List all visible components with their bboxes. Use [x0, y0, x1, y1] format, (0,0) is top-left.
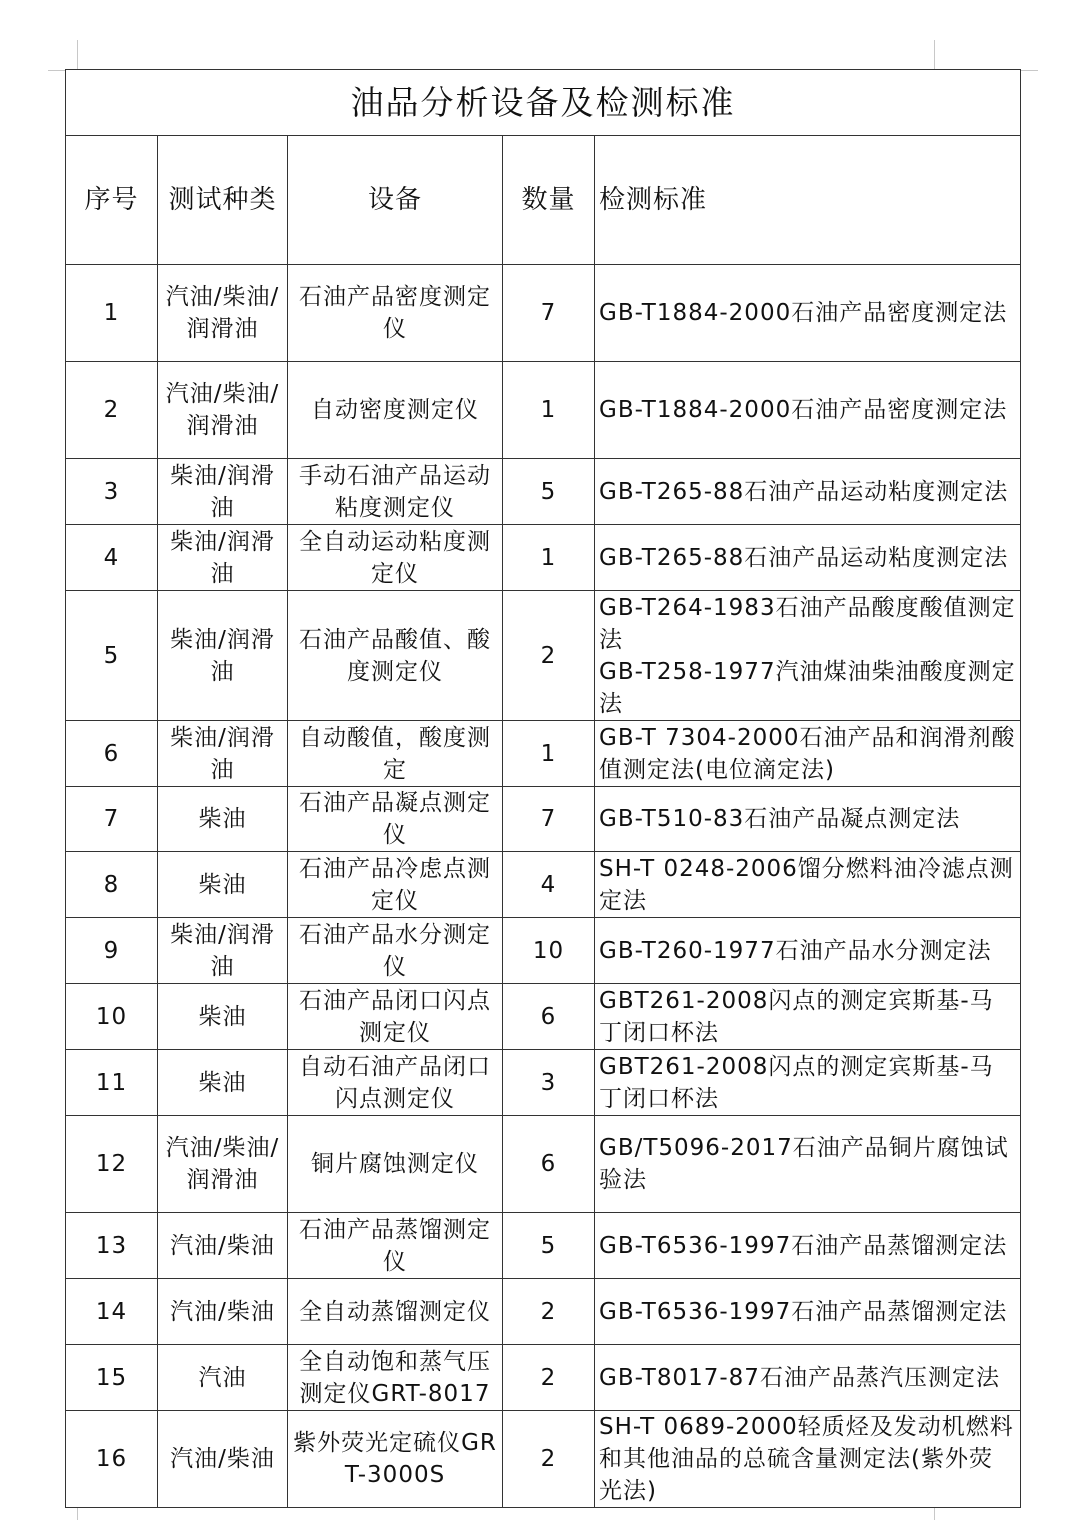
cell-test-standard: GB-T260-1977石油产品水分测定法	[595, 918, 1021, 984]
table-row	[66, 1213, 1021, 1279]
cell-quantity: 5	[503, 1213, 595, 1279]
cell-device: 全自动饱和蒸气压测定仪GRT-8017	[288, 1345, 503, 1411]
cell-test-type: 汽油/柴油/润滑油	[158, 265, 288, 362]
header-quantity: 数量	[503, 136, 595, 265]
table-row	[66, 525, 1021, 591]
page-corner-mark	[1020, 70, 1038, 71]
cell-quantity: 10	[503, 918, 595, 984]
cell-serial-number: 3	[66, 459, 158, 525]
page-corner-mark	[77, 1508, 78, 1520]
cell-device: 石油产品闭口闪点测定仪	[288, 984, 503, 1050]
table-row	[66, 1050, 1021, 1116]
cell-serial-number: 6	[66, 721, 158, 787]
cell-test-standard: GBT261-2008闪点的测定宾斯基-马丁闭口杯法	[595, 1050, 1021, 1116]
header-serial-number: 序号	[66, 136, 158, 265]
table-title: 油品分析设备及检测标准	[66, 70, 1021, 136]
page-corner-mark	[48, 70, 66, 71]
cell-serial-number: 9	[66, 918, 158, 984]
table-row	[66, 265, 1021, 362]
table-body	[66, 265, 1021, 1508]
cell-device: 石油产品凝点测定仪	[288, 787, 503, 852]
cell-serial-number: 13	[66, 1213, 158, 1279]
table-row	[66, 591, 1021, 721]
table-row	[66, 721, 1021, 787]
equipment-standards-table	[65, 69, 1021, 1508]
cell-quantity: 7	[503, 787, 595, 852]
cell-serial-number: 5	[66, 591, 158, 721]
cell-test-standard: GB-T6536-1997石油产品蒸馏测定法	[595, 1279, 1021, 1345]
cell-serial-number: 4	[66, 525, 158, 591]
cell-device: 全自动运动粘度测定仪	[288, 525, 503, 591]
cell-test-type: 柴油	[158, 1050, 288, 1116]
header-test-type: 测试种类	[158, 136, 288, 265]
table-row	[66, 459, 1021, 525]
cell-quantity: 2	[503, 1345, 595, 1411]
cell-test-type: 柴油	[158, 984, 288, 1050]
cell-test-type: 柴油	[158, 787, 288, 852]
table-row	[66, 1345, 1021, 1411]
cell-test-standard: GB-T510-83石油产品凝点测定法	[595, 787, 1021, 852]
cell-test-standard: GB-T265-88石油产品运动粘度测定法	[595, 459, 1021, 525]
table-row	[66, 1411, 1021, 1508]
table-row	[66, 984, 1021, 1050]
cell-serial-number: 11	[66, 1050, 158, 1116]
cell-device: 自动密度测定仪	[288, 362, 503, 459]
cell-test-type: 柴油	[158, 852, 288, 918]
cell-quantity: 5	[503, 459, 595, 525]
cell-test-standard	[595, 591, 1021, 721]
cell-quantity: 1	[503, 362, 595, 459]
cell-test-standard: GB-T 7304-2000石油产品和润滑剂酸值测定法(电位滴定法)	[595, 721, 1021, 787]
cell-serial-number: 14	[66, 1279, 158, 1345]
cell-test-type: 汽油/柴油	[158, 1411, 288, 1508]
header-row	[66, 136, 1021, 265]
cell-test-standard: GB-T8017-87石油产品蒸汽压测定法	[595, 1345, 1021, 1411]
cell-serial-number: 1	[66, 265, 158, 362]
cell-serial-number: 12	[66, 1116, 158, 1213]
cell-quantity: 6	[503, 984, 595, 1050]
table-row	[66, 1279, 1021, 1345]
table-row	[66, 787, 1021, 852]
cell-quantity: 4	[503, 852, 595, 918]
cell-test-type: 柴油/润滑油	[158, 721, 288, 787]
cell-test-type: 柴油/润滑油	[158, 918, 288, 984]
cell-device: 石油产品酸值、酸度测定仪	[288, 591, 503, 721]
page-corner-mark	[77, 40, 78, 70]
standard-line: GB-T264-1983石油产品酸度酸值测定法	[599, 594, 1016, 653]
cell-test-type: 柴油/润滑油	[158, 525, 288, 591]
table-row	[66, 1116, 1021, 1213]
cell-test-standard: SH-T 0248-2006馏分燃料油冷滤点测定法	[595, 852, 1021, 918]
cell-device: 自动石油产品闭口闪点测定仪	[288, 1050, 503, 1116]
cell-serial-number: 8	[66, 852, 158, 918]
cell-test-type: 汽油/柴油/润滑油	[158, 1116, 288, 1213]
cell-test-standard: GB-T265-88石油产品运动粘度测定法	[595, 525, 1021, 591]
cell-test-standard: GB-T1884-2000石油产品密度测定法	[595, 265, 1021, 362]
table-row	[66, 918, 1021, 984]
cell-test-standard: GB/T5096-2017石油产品铜片腐蚀试验法	[595, 1116, 1021, 1213]
cell-test-type: 汽油/柴油	[158, 1213, 288, 1279]
cell-serial-number: 7	[66, 787, 158, 852]
cell-device: 紫外荧光定硫仪GRT-3000S	[288, 1411, 503, 1508]
table-row	[66, 362, 1021, 459]
cell-quantity: 7	[503, 265, 595, 362]
cell-test-type: 汽油	[158, 1345, 288, 1411]
cell-device: 石油产品密度测定仪	[288, 265, 503, 362]
standard-line: GB-T258-1977汽油煤油柴油酸度测定法	[599, 658, 1016, 717]
cell-quantity: 1	[503, 525, 595, 591]
cell-quantity: 2	[503, 1411, 595, 1508]
cell-quantity: 1	[503, 721, 595, 787]
cell-device: 铜片腐蚀测定仪	[288, 1116, 503, 1213]
cell-quantity: 2	[503, 1279, 595, 1345]
cell-device: 自动酸值，酸度测定	[288, 721, 503, 787]
header-test-standard: 检测标准	[595, 136, 1021, 265]
page-corner-mark	[934, 40, 935, 70]
cell-test-standard: SH-T 0689-2000轻质烃及发动机燃料和其他油品的总硫含量测定法(紫外荧光法)	[595, 1411, 1021, 1508]
cell-serial-number: 2	[66, 362, 158, 459]
page-corner-mark	[934, 1508, 935, 1520]
cell-device: 石油产品水分测定仪	[288, 918, 503, 984]
cell-test-type: 汽油/柴油	[158, 1279, 288, 1345]
cell-serial-number: 10	[66, 984, 158, 1050]
cell-device: 手动石油产品运动粘度测定仪	[288, 459, 503, 525]
title-row	[66, 70, 1021, 136]
cell-serial-number: 15	[66, 1345, 158, 1411]
cell-test-type: 柴油/润滑油	[158, 459, 288, 525]
table-row	[66, 852, 1021, 918]
header-device: 设备	[288, 136, 503, 265]
cell-test-type: 柴油/润滑油	[158, 591, 288, 721]
cell-device: 石油产品蒸馏测定仪	[288, 1213, 503, 1279]
cell-test-standard: GB-T1884-2000石油产品密度测定法	[595, 362, 1021, 459]
cell-serial-number: 16	[66, 1411, 158, 1508]
cell-test-standard: GBT261-2008闪点的测定宾斯基-马丁闭口杯法	[595, 984, 1021, 1050]
cell-quantity: 6	[503, 1116, 595, 1213]
cell-quantity: 2	[503, 591, 595, 721]
cell-test-standard: GB-T6536-1997石油产品蒸馏测定法	[595, 1213, 1021, 1279]
cell-device: 全自动蒸馏测定仪	[288, 1279, 503, 1345]
cell-device: 石油产品冷虑点测定仪	[288, 852, 503, 918]
cell-quantity: 3	[503, 1050, 595, 1116]
cell-test-type: 汽油/柴油/润滑油	[158, 362, 288, 459]
